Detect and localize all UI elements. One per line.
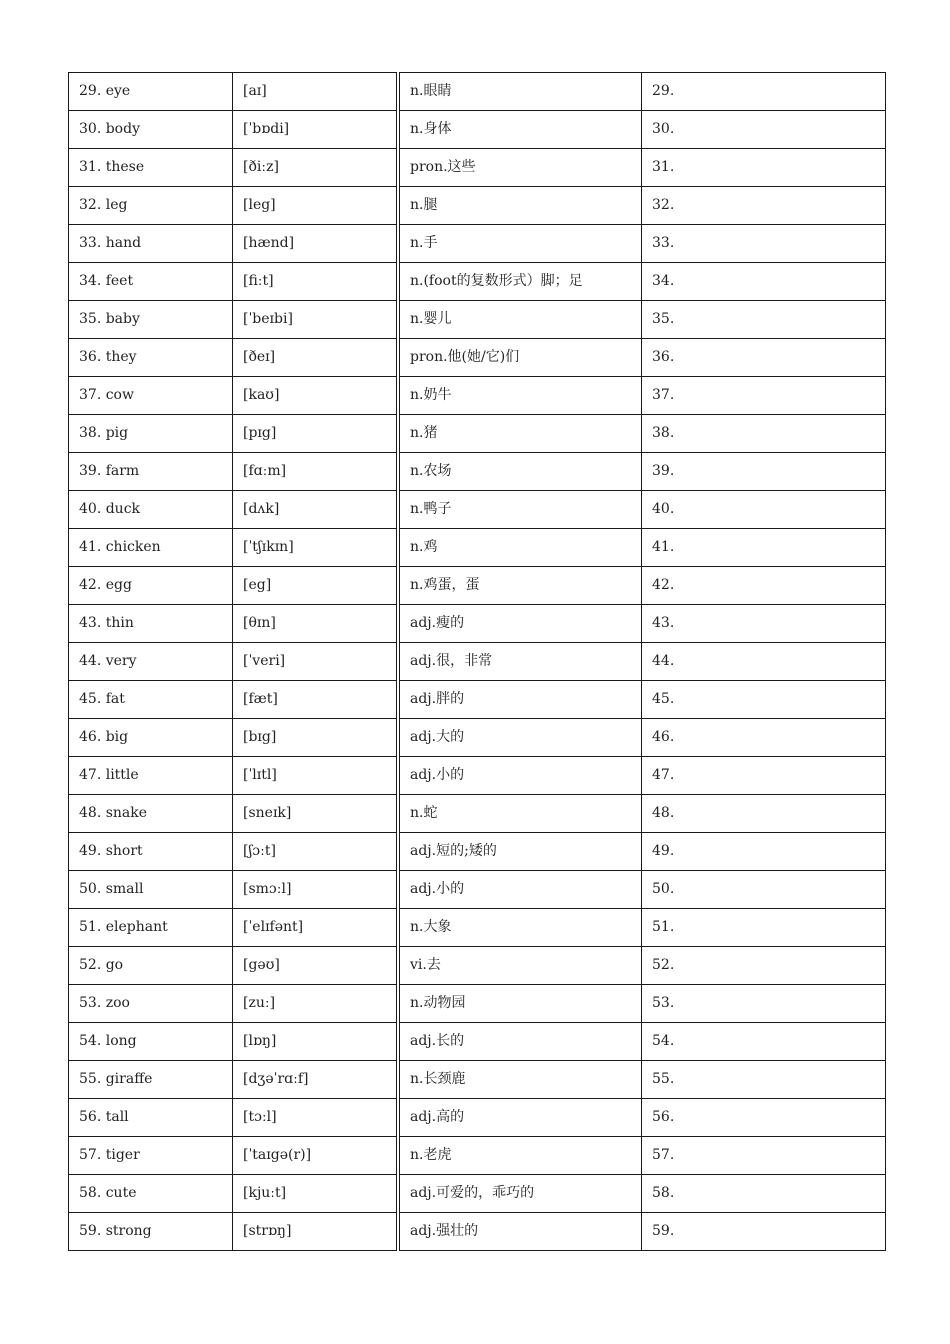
meaning-cell: n.动物园 bbox=[398, 985, 642, 1023]
practice-number-cell: 45. bbox=[642, 681, 886, 719]
meaning-cell: n.蛇 bbox=[398, 795, 642, 833]
phonetic-cell: [ðiːz] bbox=[233, 149, 399, 187]
meaning-cell: n.眼睛 bbox=[398, 73, 642, 111]
phonetic-cell: [pɪg] bbox=[233, 415, 399, 453]
practice-number-cell: 57. bbox=[642, 1137, 886, 1175]
word-cell: 42. egg bbox=[69, 567, 233, 605]
word-cell: 45. fat bbox=[69, 681, 233, 719]
practice-number-cell: 40. bbox=[642, 491, 886, 529]
phonetic-cell: [dʌk] bbox=[233, 491, 399, 529]
meaning-cell: adj.可爱的，乖巧的 bbox=[398, 1175, 642, 1213]
table-row bbox=[69, 73, 886, 111]
phonetic-cell: [fiːt] bbox=[233, 263, 399, 301]
phonetic-cell: [ˈbɒdi] bbox=[233, 111, 399, 149]
practice-number-cell: 32. bbox=[642, 187, 886, 225]
phonetic-cell: [ˈlɪtl] bbox=[233, 757, 399, 795]
meaning-cell: n.婴儿 bbox=[398, 301, 642, 339]
word-cell: 44. very bbox=[69, 643, 233, 681]
phonetic-cell: [ʃɔːt] bbox=[233, 833, 399, 871]
phonetic-cell: [ˈtʃɪkɪn] bbox=[233, 529, 399, 567]
phonetic-cell: [ˈbeɪbi] bbox=[233, 301, 399, 339]
table-row bbox=[69, 187, 886, 225]
practice-number-cell: 56. bbox=[642, 1099, 886, 1137]
phonetic-cell: [dʒəˈrɑːf] bbox=[233, 1061, 399, 1099]
practice-number-cell: 34. bbox=[642, 263, 886, 301]
table-row bbox=[69, 377, 886, 415]
practice-number-cell: 39. bbox=[642, 453, 886, 491]
phonetic-cell: [aɪ] bbox=[233, 73, 399, 111]
practice-number-cell: 44. bbox=[642, 643, 886, 681]
table-row bbox=[69, 871, 886, 909]
word-cell: 57. tiger bbox=[69, 1137, 233, 1175]
phonetic-cell: [gəʊ] bbox=[233, 947, 399, 985]
word-cell: 48. snake bbox=[69, 795, 233, 833]
meaning-cell: n.奶牛 bbox=[398, 377, 642, 415]
word-cell: 33. hand bbox=[69, 225, 233, 263]
meaning-cell: adj.短的;矮的 bbox=[398, 833, 642, 871]
table-row bbox=[69, 339, 886, 377]
practice-number-cell: 30. bbox=[642, 111, 886, 149]
phonetic-cell: [fæt] bbox=[233, 681, 399, 719]
phonetic-cell: [bɪg] bbox=[233, 719, 399, 757]
word-cell: 59. strong bbox=[69, 1213, 233, 1251]
meaning-cell: n.农场 bbox=[398, 453, 642, 491]
meaning-cell: adj.大的 bbox=[398, 719, 642, 757]
word-cell: 56. tall bbox=[69, 1099, 233, 1137]
table-row bbox=[69, 149, 886, 187]
practice-number-cell: 35. bbox=[642, 301, 886, 339]
word-cell: 58. cute bbox=[69, 1175, 233, 1213]
word-cell: 47. little bbox=[69, 757, 233, 795]
phonetic-cell: [leg] bbox=[233, 187, 399, 225]
table-row bbox=[69, 605, 886, 643]
meaning-cell: n.老虎 bbox=[398, 1137, 642, 1175]
practice-number-cell: 41. bbox=[642, 529, 886, 567]
meaning-cell: adj.很，非常 bbox=[398, 643, 642, 681]
table-row bbox=[69, 1175, 886, 1213]
practice-number-cell: 33. bbox=[642, 225, 886, 263]
phonetic-cell: [tɔːl] bbox=[233, 1099, 399, 1137]
word-cell: 37. cow bbox=[69, 377, 233, 415]
phonetic-cell: [ðeɪ] bbox=[233, 339, 399, 377]
word-cell: 55. giraffe bbox=[69, 1061, 233, 1099]
table-row bbox=[69, 1061, 886, 1099]
table-row bbox=[69, 643, 886, 681]
phonetic-cell: [smɔːl] bbox=[233, 871, 399, 909]
phonetic-cell: [zuː] bbox=[233, 985, 399, 1023]
table-row bbox=[69, 985, 886, 1023]
practice-number-cell: 54. bbox=[642, 1023, 886, 1061]
meaning-cell: pron.这些 bbox=[398, 149, 642, 187]
phonetic-cell: [ˈveri] bbox=[233, 643, 399, 681]
word-cell: 53. zoo bbox=[69, 985, 233, 1023]
practice-number-cell: 59. bbox=[642, 1213, 886, 1251]
table-row bbox=[69, 567, 886, 605]
meaning-cell: adj.胖的 bbox=[398, 681, 642, 719]
table-row bbox=[69, 795, 886, 833]
practice-number-cell: 48. bbox=[642, 795, 886, 833]
meaning-cell: vi.去 bbox=[398, 947, 642, 985]
word-cell: 50. small bbox=[69, 871, 233, 909]
meaning-cell: n.猪 bbox=[398, 415, 642, 453]
table-row bbox=[69, 453, 886, 491]
phonetic-cell: [strɒŋ] bbox=[233, 1213, 399, 1251]
phonetic-cell: [kaʊ] bbox=[233, 377, 399, 415]
meaning-cell: adj.强壮的 bbox=[398, 1213, 642, 1251]
word-cell: 51. elephant bbox=[69, 909, 233, 947]
phonetic-cell: [eg] bbox=[233, 567, 399, 605]
word-cell: 40. duck bbox=[69, 491, 233, 529]
practice-number-cell: 46. bbox=[642, 719, 886, 757]
phonetic-cell: [fɑːm] bbox=[233, 453, 399, 491]
table-row bbox=[69, 1023, 886, 1061]
meaning-cell: pron.他(她/它)们 bbox=[398, 339, 642, 377]
table-row bbox=[69, 415, 886, 453]
meaning-cell: n.腿 bbox=[398, 187, 642, 225]
meaning-cell: n.身体 bbox=[398, 111, 642, 149]
table-row bbox=[69, 833, 886, 871]
table-row bbox=[69, 947, 886, 985]
practice-number-cell: 29. bbox=[642, 73, 886, 111]
table-row bbox=[69, 1213, 886, 1251]
practice-number-cell: 42. bbox=[642, 567, 886, 605]
practice-number-cell: 37. bbox=[642, 377, 886, 415]
word-cell: 29. eye bbox=[69, 73, 233, 111]
word-cell: 41. chicken bbox=[69, 529, 233, 567]
phonetic-cell: [kjuːt] bbox=[233, 1175, 399, 1213]
practice-number-cell: 38. bbox=[642, 415, 886, 453]
meaning-cell: adj.瘦的 bbox=[398, 605, 642, 643]
table-row bbox=[69, 263, 886, 301]
vocabulary-table bbox=[68, 72, 886, 1251]
practice-number-cell: 53. bbox=[642, 985, 886, 1023]
word-cell: 54. long bbox=[69, 1023, 233, 1061]
table-row bbox=[69, 111, 886, 149]
practice-number-cell: 47. bbox=[642, 757, 886, 795]
meaning-cell: adj.高的 bbox=[398, 1099, 642, 1137]
meaning-cell: n.(foot的复数形式）脚；足 bbox=[398, 263, 642, 301]
phonetic-cell: [ˈelɪfənt] bbox=[233, 909, 399, 947]
meaning-cell: adj.小的 bbox=[398, 757, 642, 795]
practice-number-cell: 36. bbox=[642, 339, 886, 377]
phonetic-cell: [θɪn] bbox=[233, 605, 399, 643]
meaning-cell: n.鸡 bbox=[398, 529, 642, 567]
table-row bbox=[69, 1137, 886, 1175]
meaning-cell: adj.长的 bbox=[398, 1023, 642, 1061]
practice-number-cell: 49. bbox=[642, 833, 886, 871]
practice-number-cell: 52. bbox=[642, 947, 886, 985]
meaning-cell: n.长颈鹿 bbox=[398, 1061, 642, 1099]
word-cell: 32. leg bbox=[69, 187, 233, 225]
table-row bbox=[69, 301, 886, 339]
meaning-cell: adj.小的 bbox=[398, 871, 642, 909]
table-row bbox=[69, 719, 886, 757]
vocabulary-table-body bbox=[69, 73, 886, 1251]
word-cell: 49. short bbox=[69, 833, 233, 871]
word-cell: 38. pig bbox=[69, 415, 233, 453]
table-row bbox=[69, 491, 886, 529]
table-row bbox=[69, 225, 886, 263]
table-row bbox=[69, 757, 886, 795]
word-cell: 34. feet bbox=[69, 263, 233, 301]
phonetic-cell: [hænd] bbox=[233, 225, 399, 263]
meaning-cell: n.鸡蛋，蛋 bbox=[398, 567, 642, 605]
practice-number-cell: 31. bbox=[642, 149, 886, 187]
phonetic-cell: [sneɪk] bbox=[233, 795, 399, 833]
word-cell: 39. farm bbox=[69, 453, 233, 491]
phonetic-cell: [lɒŋ] bbox=[233, 1023, 399, 1061]
table-row bbox=[69, 1099, 886, 1137]
practice-number-cell: 58. bbox=[642, 1175, 886, 1213]
phonetic-cell: [ˈtaɪgə(r)] bbox=[233, 1137, 399, 1175]
word-cell: 36. they bbox=[69, 339, 233, 377]
table-row bbox=[69, 681, 886, 719]
word-cell: 43. thin bbox=[69, 605, 233, 643]
practice-number-cell: 51. bbox=[642, 909, 886, 947]
word-cell: 35. baby bbox=[69, 301, 233, 339]
word-cell: 46. big bbox=[69, 719, 233, 757]
practice-number-cell: 43. bbox=[642, 605, 886, 643]
meaning-cell: n.鸭子 bbox=[398, 491, 642, 529]
table-row bbox=[69, 909, 886, 947]
practice-number-cell: 50. bbox=[642, 871, 886, 909]
word-cell: 30. body bbox=[69, 111, 233, 149]
meaning-cell: n.手 bbox=[398, 225, 642, 263]
word-cell: 52. go bbox=[69, 947, 233, 985]
word-cell: 31. these bbox=[69, 149, 233, 187]
practice-number-cell: 55. bbox=[642, 1061, 886, 1099]
meaning-cell: n.大象 bbox=[398, 909, 642, 947]
table-row bbox=[69, 529, 886, 567]
